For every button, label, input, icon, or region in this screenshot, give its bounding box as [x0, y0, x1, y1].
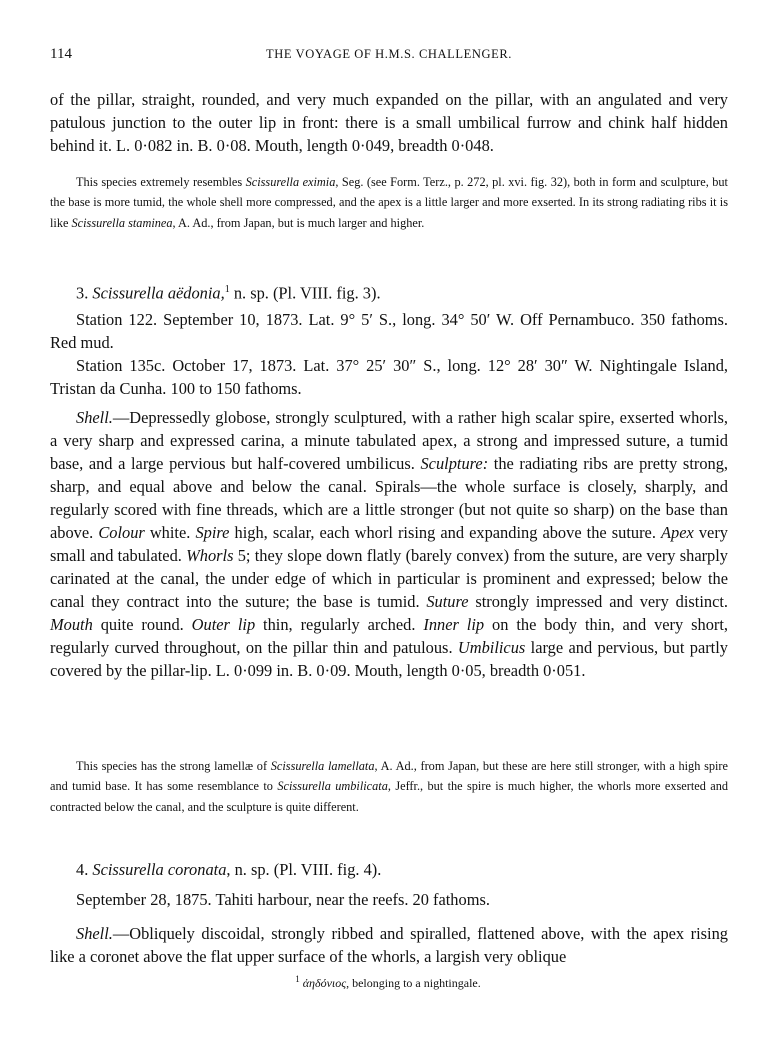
description-label: Mouth	[50, 615, 93, 634]
remark-paragraph-3	[50, 756, 728, 817]
description-label: Inner lip	[423, 615, 485, 634]
species-name: Scissurella lamellata	[270, 759, 375, 773]
description-text: strongly impressed and very distinct.	[468, 592, 728, 611]
description-text: the radiating ribs are pretty strong, sharp, and equal above and below the canal. Spirals—the whole surface is closely, sharply, and regularly scored with fine threads, which are a little stronger (but not quite so sharp) on the base than above.	[50, 454, 729, 542]
species-heading-rest: n. sp. (Pl. VIII. fig. 3).	[229, 283, 381, 303]
footnote-mark: 1	[295, 974, 300, 984]
remark-text: , Seg. (see Form. Terz., p. 272, pl. xvi. fig. 32), both in form and sculpture, but the base is more tumid, the whole shell more compressed, and the apex is a little larger and more exserted. In its strong radiating ribs it is like	[50, 175, 728, 230]
description-text: large and pervious, but partly covered by the pillar-lip. L. 0·099 in. B. 0·09. Mouth, length 0·05, breadth 0·051.	[50, 638, 728, 680]
species-heading-rest: , n. sp. (Pl. VIII. fig. 4).	[226, 860, 382, 879]
species-heading-4	[50, 858, 728, 881]
description-text: —Depressedly globose, strongly sculptured, with a rather high scalar spire, exserted whorls, a very sharp and expressed carina, a minute tabulated apex, a strong and impressed suture, a tumid base, and a large pervious but half-covered umbilicus.	[50, 408, 728, 473]
page-number: 114	[50, 46, 72, 62]
remark-text: , A. Ad., from Japan, but these are here still stronger, with a high spire and tumid base. It has some resemblance to	[50, 759, 728, 794]
footnote-ref: 1	[224, 284, 230, 295]
description-label: Sculpture:	[420, 454, 489, 473]
description-label: Apex	[661, 523, 694, 542]
description-label: Shell.	[76, 408, 113, 427]
footnote-text: , belonging to a nightingale.	[346, 976, 481, 990]
species-number: 4.	[76, 860, 93, 879]
description-text: high, scalar, each whorl rising and expanding above the suture.	[229, 523, 662, 542]
description-paragraph-3	[50, 406, 728, 682]
description-text: white.	[144, 523, 196, 542]
description-text: quite round.	[92, 615, 192, 634]
description-label: Shell.	[76, 924, 113, 943]
page-header	[50, 46, 728, 70]
description-label: Umbilicus	[457, 638, 526, 657]
species-name: Scissurella umbilicata	[277, 779, 388, 794]
description-label: Suture	[426, 592, 469, 611]
remark-text: This species has the strong lamellæ of	[76, 759, 271, 773]
species-name: Scissurella staminea	[71, 215, 173, 230]
footnote-greek-word: ἀηδόνιος	[302, 976, 347, 990]
description-text: 5; they slope down flatly (barely convex) from the suture, are very sharply carinated at the canal, the under edge of which in particular is prominent and expressed; below the canal they contract into the suture; the base is tumid.	[50, 546, 728, 611]
description-text: very small and tabulated.	[50, 523, 728, 565]
species-name: Scissurella aëdonia,	[92, 283, 225, 303]
description-label: Outer lip	[191, 615, 256, 634]
description-label: Spire	[195, 523, 230, 542]
station-line-2: Station 135c. October 17, 1873. Lat. 37° 25′ 30″ S., long. 12° 28′ 30″ W. Nightingale Island, Tristan da Cunha. 100 to 150 fathoms.	[50, 356, 728, 398]
running-head: THE VOYAGE OF H.M.S. CHALLENGER.	[265, 47, 513, 61]
footnote	[0, 974, 776, 991]
station-line-4: September 28, 1875. Tahiti harbour, near the reefs. 20 fathoms.	[76, 890, 490, 909]
description-text: —Obliquely discoidal, strongly ribbed and spiralled, flattened above, with the apex rising like a coronet above the flat upper surface of the whorls, a largish very oblique	[50, 924, 728, 966]
description-text: thin, regularly arched.	[255, 615, 424, 634]
paragraph-continued	[50, 88, 728, 157]
description-text: on the body thin, and very short, regularly curved throughout, on the pillar thin and patulous.	[50, 615, 729, 657]
remark-text: This species extremely resembles	[76, 175, 246, 189]
station-line-1: Station 122. September 10, 1873. Lat. 9° 5′ S., long. 34° 50′ W. Off Pernambuco. 350 fathoms. Red mud.	[50, 310, 728, 352]
description-label: Whorls	[186, 546, 234, 565]
species-number: 3.	[76, 283, 93, 303]
species-heading-3	[50, 278, 728, 304]
remark-text: , A. Ad., from Japan, but is much larger and higher.	[172, 215, 425, 230]
description-paragraph-4	[50, 922, 728, 968]
remark-paragraph-1	[50, 172, 728, 233]
description-label: Colour	[98, 523, 145, 542]
species-name: Scissurella eximia	[245, 175, 336, 189]
remark-text: , Jeffr., but the spire is much higher, the whorls more exserted and contracted below the canal, and the sculpture is quite different.	[50, 779, 729, 814]
paragraph-text: of the pillar, straight, rounded, and very much expanded on the pillar, with an angulated and very patulous junction to the outer lip in front: there is a small umbilical furrow and chink half hidden behind it. L. 0·082 in. B. 0·08. Mouth, length 0·049, breadth 0·048.	[50, 90, 728, 155]
species-name: Scissurella coronata	[92, 860, 227, 879]
